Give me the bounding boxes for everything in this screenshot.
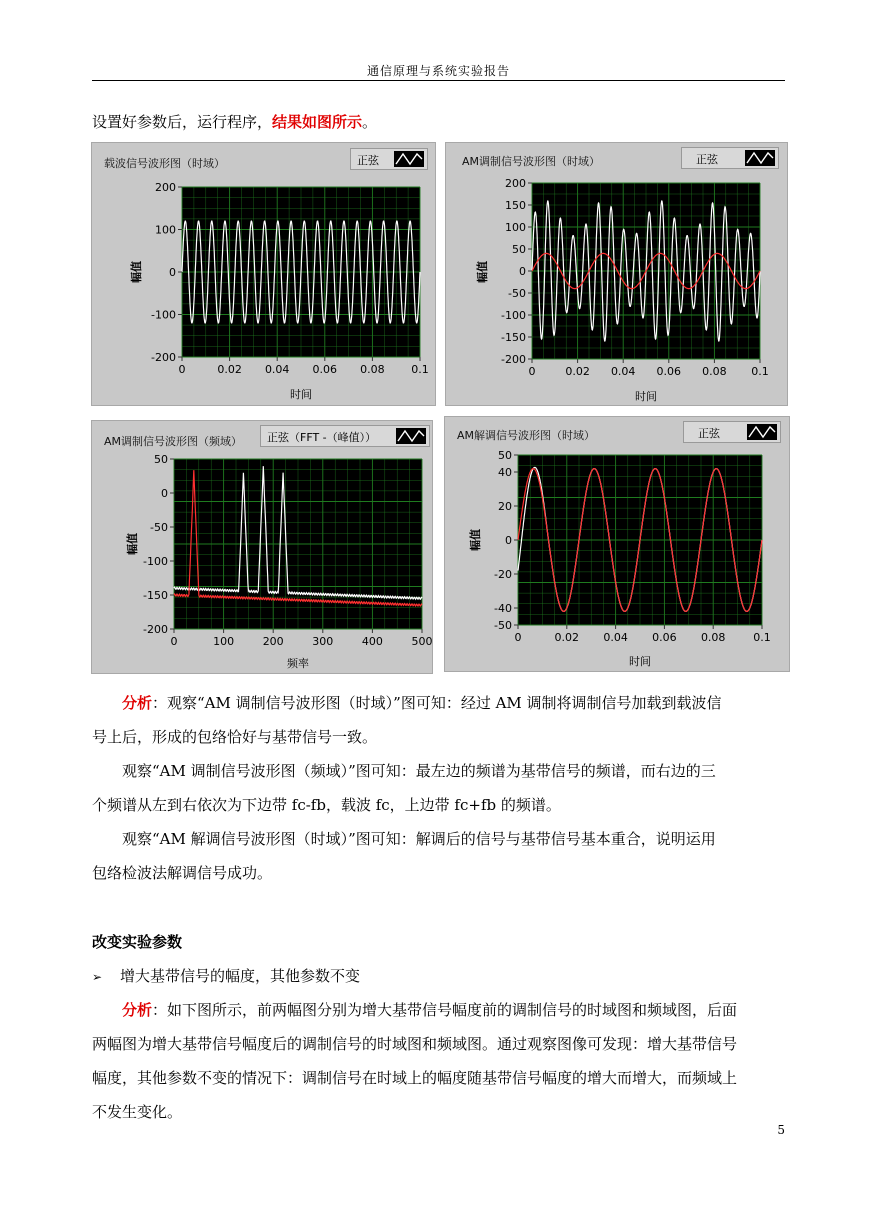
y-tick-label: -200: [143, 623, 168, 636]
x-tick-label: 200: [262, 635, 284, 648]
am-frequency-panel: [91, 420, 433, 674]
x-tick-label: 0.1: [753, 631, 771, 644]
paragraph-2-line-1: 观察“AM 调制信号波形图（频域）”图可知：最左边的频谱为基带信号的频谱，而右边的三: [122, 762, 716, 780]
panel-title: 载波信号波形图（时域）: [104, 157, 225, 170]
legend-label: 正弦: [696, 153, 718, 166]
demodulated-chart: [445, 417, 791, 673]
legend-label: 正弦: [698, 427, 720, 440]
bullet-text: 增大基带信号的幅度，其他参数不变: [120, 967, 361, 985]
x-tick-labels: [179, 357, 429, 376]
x-axis-label: 时间: [629, 655, 651, 668]
y-tick-label: 150: [505, 199, 526, 212]
panel-title: AM调制信号波形图（时域）: [462, 155, 601, 168]
y-tick-labels: [143, 453, 174, 636]
y-axis-label: 幅值: [476, 261, 489, 283]
paragraph-2-line-2: 个频谱从左到右依次为下边带 fc-fb，载波 fc，上边带 fc+fb 的频谱。: [92, 796, 561, 814]
x-axis-label: 时间: [290, 388, 312, 401]
y-tick-label: 200: [505, 177, 526, 190]
x-tick-label: 100: [213, 635, 235, 648]
y-tick-label: -100: [501, 309, 526, 322]
panel-title: AM调制信号波形图（频域）: [104, 435, 243, 448]
x-tick-label: 0.1: [751, 365, 769, 378]
y-tick-label: 20: [498, 500, 512, 513]
intro-paragraph: [92, 112, 377, 132]
x-tick-label: 0.06: [652, 631, 677, 644]
x-tick-label: 0.08: [360, 363, 385, 376]
x-tick-label: 0.04: [264, 363, 290, 376]
x-tick-label: 0: [170, 635, 178, 648]
y-tick-label: 0: [161, 487, 168, 500]
paragraph-3-line-1: 观察“AM 解调信号波形图（时域）”图可知：解调后的信号与基带信号基本重合，说明运用: [122, 830, 716, 848]
y-tick-label: 50: [512, 243, 526, 256]
x-tick-label: 0.08: [700, 631, 726, 644]
intro-highlight: 结果如图所示: [272, 113, 363, 131]
y-tick-label: 200: [155, 181, 176, 194]
x-tick-label: 400: [361, 635, 383, 648]
analysis-2-line-3: 幅度，其他参数不变的情况下：调制信号在时域上的幅度随基带信号幅度的增大而增大，而频域上: [92, 1069, 738, 1087]
y-tick-labels: [494, 449, 518, 632]
panel-title: AM解调信号波形图（时域）: [457, 429, 596, 442]
x-tick-label: 0.02: [554, 631, 580, 644]
y-axis-label: 幅值: [130, 261, 143, 283]
carrier-chart: [92, 143, 437, 407]
x-tick-label: 0.02: [217, 363, 242, 376]
y-tick-label: -50: [508, 287, 526, 300]
x-tick-labels: [529, 359, 769, 378]
analysis-2-line-2: 两幅图为增大基带信号幅度后的调制信号的时域图和频域图。通过观察图像可发现：增大基带信号: [92, 1035, 738, 1053]
am-time-chart: [446, 143, 789, 407]
header-rule: [92, 80, 785, 81]
y-tick-label: -100: [151, 308, 176, 322]
arrow-bullet-icon: ➢: [92, 970, 103, 984]
analysis-2-line-1: 分析：如下图所示，前两幅图分别为增大基带信号幅度前的调制信号的时域图和频域图，后面: [122, 1001, 738, 1019]
y-tick-labels: [501, 177, 532, 366]
x-tick-label: 0.06: [312, 363, 338, 376]
bullet-item: [92, 966, 360, 987]
y-tick-label: 0: [169, 266, 176, 279]
x-tick-label: 500: [411, 635, 433, 648]
x-tick-label: 0: [514, 631, 522, 644]
legend-label: 正弦: [357, 154, 379, 167]
page-header: 通信原理与系统实验报告: [366, 64, 510, 78]
y-tick-label: -20: [494, 568, 512, 581]
x-tick-label: 0.06: [656, 365, 682, 378]
y-tick-label: 100: [155, 223, 176, 237]
y-tick-label: -200: [501, 353, 526, 366]
x-tick-label: 0.08: [702, 365, 727, 378]
y-tick-label: 50: [154, 453, 168, 466]
y-tick-labels: [151, 181, 182, 364]
y-tick-label: 100: [505, 221, 526, 234]
x-tick-label: 0.1: [411, 363, 429, 376]
x-tick-label: 0.04: [610, 365, 636, 378]
y-tick-label: 0: [505, 534, 512, 547]
analysis-2-line-4: 不发生变化。: [92, 1103, 183, 1121]
x-tick-label: 0: [528, 365, 536, 378]
analysis-label: 分析: [122, 1001, 153, 1019]
y-tick-label: -200: [151, 351, 176, 364]
y-tick-label: 40: [498, 466, 512, 479]
x-tick-labels: [171, 629, 433, 648]
am-frequency-chart: [92, 421, 434, 675]
section-title: 改变实验参数: [92, 933, 183, 951]
x-tick-label: 0.02: [565, 365, 590, 378]
x-tick-label: 300: [312, 635, 334, 648]
y-axis-label: 幅值: [469, 529, 482, 551]
x-axis-label: 时间: [635, 390, 657, 403]
demodulated-signal-panel: [444, 416, 790, 672]
intro-prefix: 设置好参数后，运行程序，: [92, 113, 273, 131]
x-tick-label: 0: [178, 363, 186, 376]
y-tick-label: -50: [494, 619, 512, 632]
y-tick-label: -150: [501, 331, 526, 344]
y-tick-label: -50: [150, 521, 168, 534]
y-tick-label: 0: [519, 265, 526, 278]
analysis-1-line-2: 号上后，形成的包络恰好与基带信号一致。: [92, 728, 378, 746]
intro-suffix: 。: [362, 113, 378, 131]
carrier-waveform-panel: [91, 142, 436, 406]
y-tick-label: -150: [143, 589, 168, 602]
x-tick-labels: [515, 625, 771, 644]
legend-label: 正弦（FFT -（峰值））: [267, 431, 377, 444]
x-axis-label: 频率: [287, 657, 309, 670]
x-tick-label: 0.04: [603, 631, 628, 644]
analysis-label: 分析: [122, 694, 153, 712]
paragraph-3-line-2: 包络检波法解调信号成功。: [92, 864, 273, 882]
y-tick-label: -100: [143, 555, 168, 568]
page-number: 5: [777, 1123, 785, 1137]
y-tick-label: 50: [498, 449, 512, 462]
y-tick-label: -40: [494, 602, 512, 615]
analysis-1-line-1: 分析：观察“AM 调制信号波形图（时域）”图可知：经过 AM 调制将调制信号加载到载波信: [122, 694, 722, 712]
am-time-panel: [445, 142, 788, 406]
y-axis-label: 幅值: [126, 533, 139, 555]
